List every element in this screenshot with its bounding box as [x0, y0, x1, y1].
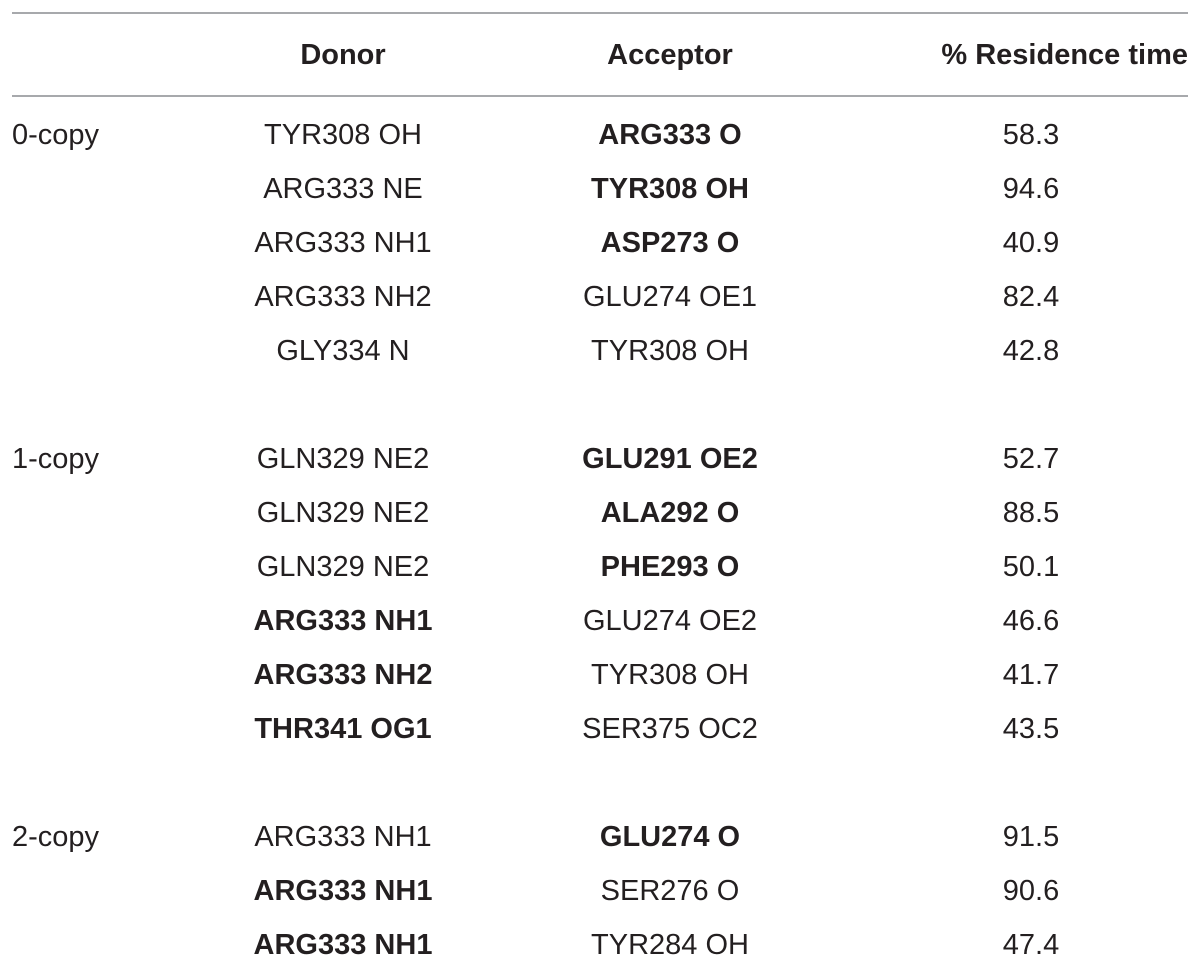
cell-acceptor: PHE293 O [600, 551, 740, 583]
cell-residence-time: 52.7 [1002, 443, 1060, 475]
cell-donor: ARG333 NH1 [253, 605, 433, 637]
table-row [0, 918, 1200, 972]
cell-donor: GLY334 N [276, 335, 410, 367]
cell-residence-time: 41.7 [1002, 659, 1060, 691]
table-row [0, 270, 1200, 324]
cell-acceptor: GLU274 O [599, 821, 741, 853]
cell-residence-time: 91.5 [1002, 821, 1060, 853]
cell-donor: GLN329 NE2 [256, 551, 430, 583]
table-row [0, 540, 1200, 594]
cell-residence-time: 42.8 [1002, 335, 1060, 367]
cell-donor: THR341 OG1 [254, 713, 432, 745]
cell-acceptor: TYR308 OH [591, 335, 749, 367]
cell-residence-time: 43.5 [1002, 713, 1060, 745]
column-header-acceptor: Acceptor [607, 39, 733, 71]
table-row [0, 324, 1200, 378]
cell-residence-time: 47.4 [1002, 929, 1060, 961]
cell-residence-time: 82.4 [1002, 281, 1060, 313]
cell-donor: ARG333 NH2 [254, 281, 432, 313]
table-row [0, 432, 1200, 486]
table-body [0, 108, 1200, 972]
cell-acceptor: GLU274 OE2 [582, 605, 758, 637]
cell-acceptor: SER375 OC2 [582, 713, 758, 745]
cell-donor: ARG333 NH1 [254, 821, 432, 853]
cell-acceptor: ARG333 O [598, 119, 742, 151]
cell-acceptor: SER276 O [600, 875, 740, 907]
group-label: 1-copy [12, 443, 100, 475]
table-header-rule [12, 95, 1188, 97]
cell-acceptor: TYR308 OH [591, 659, 749, 691]
cell-donor: ARG333 NH1 [254, 227, 432, 259]
cell-residence-time: 50.1 [1002, 551, 1060, 583]
group-spacer [0, 378, 1200, 432]
cell-acceptor: ASP273 O [600, 227, 740, 259]
cell-donor: ARG333 NE [263, 173, 423, 205]
cell-donor: ARG333 NH2 [253, 659, 433, 691]
cell-residence-time: 88.5 [1002, 497, 1060, 529]
table-row [0, 216, 1200, 270]
cell-residence-time: 94.6 [1002, 173, 1060, 205]
column-header-residence-time: % Residence time [941, 39, 1188, 71]
table-row [0, 702, 1200, 756]
cell-acceptor: TYR284 OH [591, 929, 749, 961]
cell-donor: GLN329 NE2 [256, 443, 430, 475]
column-header-donor: Donor [300, 39, 386, 71]
group-label: 0-copy [12, 119, 100, 151]
cell-residence-time: 46.6 [1002, 605, 1060, 637]
table-row [0, 486, 1200, 540]
table-header-row [0, 32, 1200, 78]
table-row [0, 648, 1200, 702]
group-label: 2-copy [12, 821, 100, 853]
cell-acceptor: TYR308 OH [591, 173, 749, 205]
table-top-rule [12, 12, 1188, 14]
table-row [0, 864, 1200, 918]
cell-acceptor: GLU291 OE2 [582, 443, 758, 475]
cell-residence-time: 90.6 [1002, 875, 1060, 907]
table-row [0, 594, 1200, 648]
cell-donor: ARG333 NH1 [253, 929, 433, 961]
cell-acceptor: ALA292 O [600, 497, 740, 529]
table-row [0, 108, 1200, 162]
table-row [0, 810, 1200, 864]
cell-acceptor: GLU274 OE1 [582, 281, 758, 313]
cell-donor: TYR308 OH [264, 119, 422, 151]
group-spacer [0, 756, 1200, 810]
cell-donor: ARG333 NH1 [253, 875, 433, 907]
cell-residence-time: 40.9 [1002, 227, 1060, 259]
cell-residence-time: 58.3 [1002, 119, 1060, 151]
cell-donor: GLN329 NE2 [256, 497, 430, 529]
table-row [0, 162, 1200, 216]
